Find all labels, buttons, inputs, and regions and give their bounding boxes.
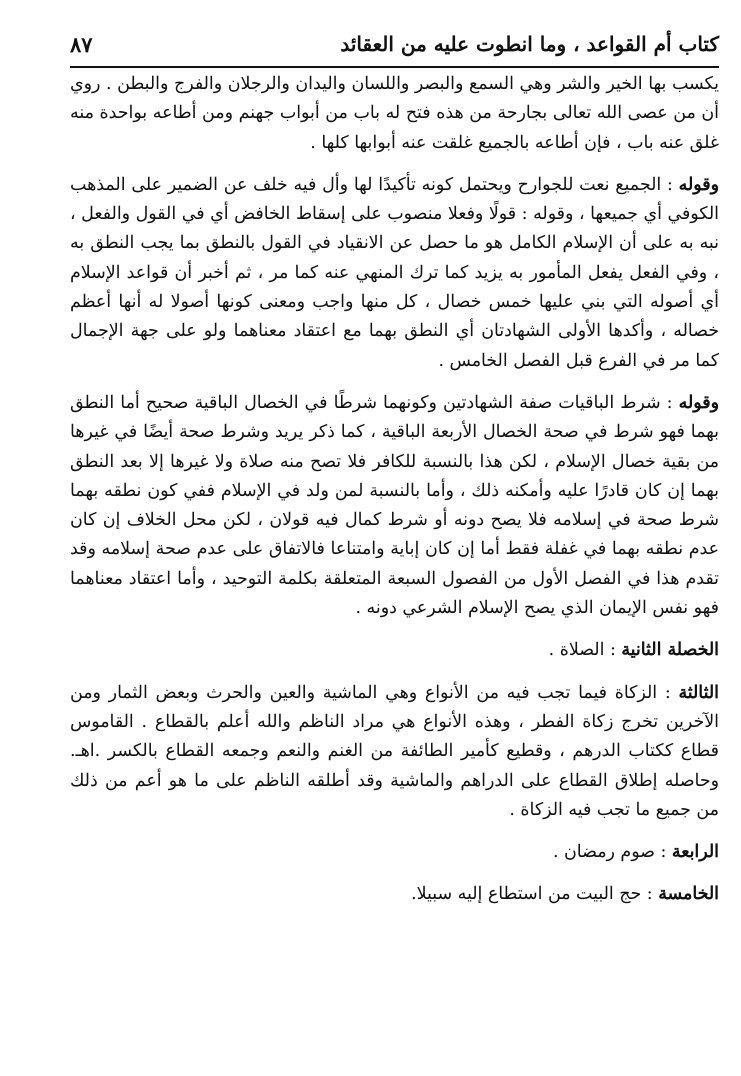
paragraph-4	[70, 636, 719, 665]
paragraph-text: : الصلاة .	[548, 640, 622, 661]
paragraph-6	[70, 838, 719, 867]
paragraph-lead: وقوله	[678, 392, 719, 413]
paragraph-text: يكسب بها الخير والشر وهي السمع والبصر واللسان واليدان والرجلان والفرج والبطن . روي أن من عصى الله تعالى بجارحة من هذه فتح له باب من أبواب جهنم ومن أطاعه بواحدة منه غلق عنه باب ، فإن أطاعه بالجميع غلقت عنه أبوابها كلها .	[70, 74, 719, 153]
paragraph-text: : شرط الباقيات صفة الشهادتين وكونهما شرطًا في الخصال الباقية صحيح أما النطق بهما فهو شرط في صحة الخصال الأربعة الباقية ، كما ذكر يريد وشرط صحة أيضًا في غيرها من بقية خصال الإسلام ، لكن هذا بالنسبة للكافر فلا تصح منه صلاة ولا غيرها إلا بعد النطق بهما إن كان قادرًا عليه وأمكنه ذلك ، وأما بالنسبة لمن ولد في الإسلام ففي كون نطقه بهما شرط صحة في إسلامه فلا يصح دونه أو شرط كمال فيه قولان ، لكن محل الخلاف إن كان عدم نطقه بهما في غفلة فقط أما إن كان إباية وامتناعا فالاتفاق على عدم صحة إسلامه وقد تقدم هذا في الفصل الأول من الفصول السبعة المتعلقة بكلمة التوحيد ، وأما اعتقاد معناهما فهو نفس الإيمان الذي يصح الإسلام الشرعي دونه .	[70, 392, 719, 619]
paragraph-1	[70, 70, 719, 158]
page-body	[70, 70, 719, 910]
page-header	[70, 30, 719, 68]
paragraph-5	[70, 679, 719, 825]
page-number: ٨٧	[70, 32, 93, 57]
paragraph-7	[70, 880, 719, 909]
paragraph-3	[70, 389, 719, 623]
paragraph-text: : صوم رمضان .	[552, 842, 672, 863]
paragraph-lead: الرابعة	[671, 842, 719, 863]
running-title: كتاب أم القواعد ، وما انطوت عليه من العقائد	[340, 32, 719, 56]
paragraph-lead: الثالثة	[678, 682, 719, 703]
paragraph-text: : حج البيت من استطاع إليه سبيلا.	[411, 884, 659, 905]
paragraph-lead: الخصلة الثانية	[621, 640, 719, 661]
paragraph-lead: وقوله	[678, 174, 719, 195]
paragraph-lead: الخامسة	[658, 884, 719, 905]
paragraph-2	[70, 171, 719, 376]
paragraph-text: : الزكاة فيما تجب فيه من الأنواع وهي الماشية والعين والحرث وبعض الثمار ومن الآخرين تخرج زكاة الفطر ، وهذه الأنواع هي مراد الناظم والله أعلم بالقطاع . القاموس قطاع ككتاب الدرهم ، وقطيع كأمير الطائفة من الغنم والنعم وجمعه القطاع بالكسر .اهـ. وحاصله إطلاق القطاع على الدراهم والماشية وقد أطلقه الناظم على ما هو أعم من ذلك من جميع ما تجب فيه الزكاة .	[70, 682, 719, 820]
paragraph-text: : الجميع نعت للجوارح ويحتمل كونه تأكيدًا لها وأل فيه خلف عن الضمير على المذهب الكوفي أي جميعها ، وقوله : قولًا وفعلا منصوب على إسقاط الخافض أي في القول والفعل ، نبه به على أن الإسلام الكامل هو ما حصل عن الانقياد في القول بالنطق بما يجب النطق به ، وفي الفعل يفعل المأمور به يزيد كما ترك المنهي عنه كما مر ، ثم أخبر أن قواعد الإسلام أي أصوله التي بني عليها خمس خصال ، كل منها واجب ومعنى كونها أصولا له أنها أعظم خصاله ، وأكدها الأولى الشهادتان أي النطق بهما مع اعتقاد معناهما ولو على جهة الإجمال كما مر في الفرع قبل الفصل الخامس .	[70, 174, 719, 371]
